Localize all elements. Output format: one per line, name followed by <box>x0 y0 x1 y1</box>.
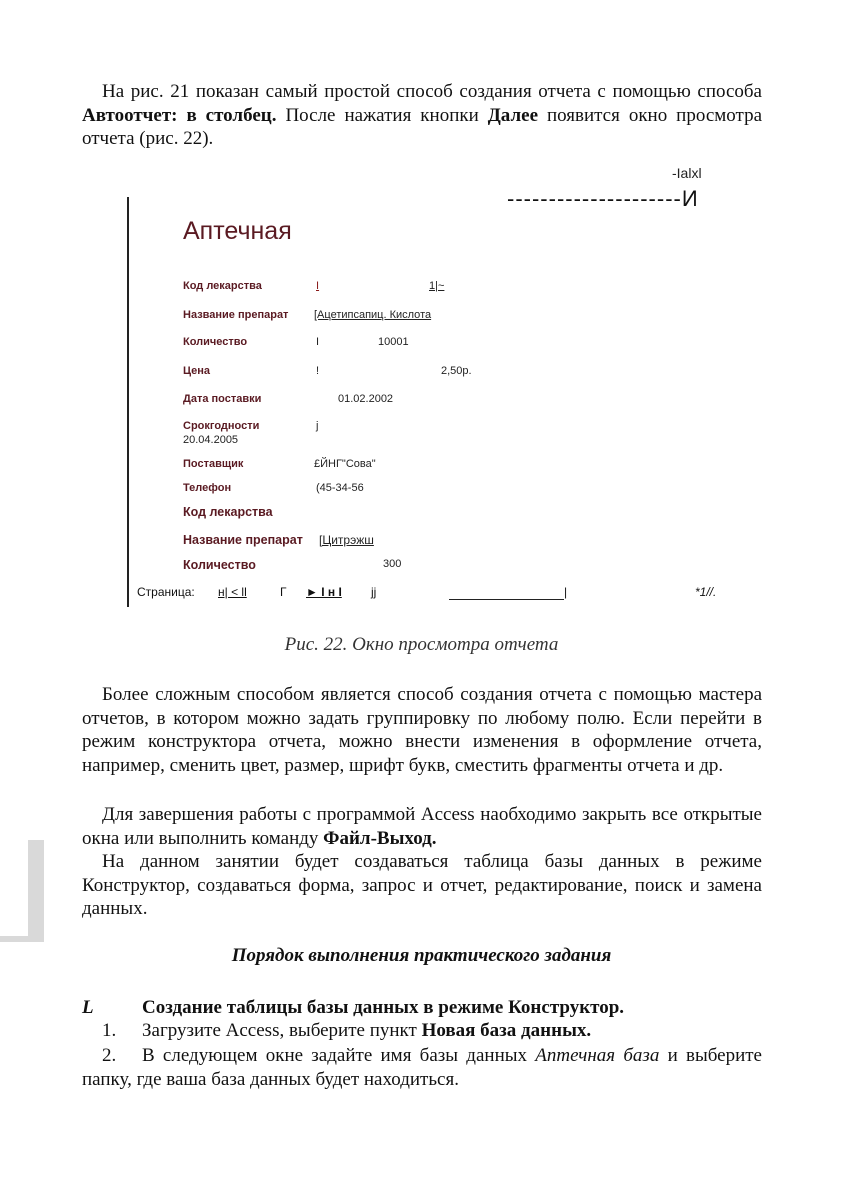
step-main <box>82 996 762 1020</box>
exit-command: Файл-Выход. <box>323 827 437 849</box>
window-title-dashes: ---------------------И <box>507 186 699 211</box>
pager-first-prev-buttons[interactable]: н| < ll <box>218 585 247 599</box>
field-label-price: Цена <box>183 365 211 377</box>
step-2-italic: Аптечная база <box>535 1045 660 1066</box>
window-control-buttons[interactable]: -Ialxl <box>672 165 702 181</box>
field-value-drug-name-2: [Цитрэжш <box>319 533 374 547</box>
field-label-quantity: Количество <box>183 336 248 348</box>
field-value-price: 2,50р. <box>441 365 472 377</box>
page-margin-bar-foot <box>0 936 44 942</box>
step-2-number: 2. <box>102 1045 117 1066</box>
zoom-indicator: *1//. <box>695 585 717 599</box>
field-label-drug-name-2: Название препарат <box>183 533 303 547</box>
field-label-delivery-date: Дата поставки <box>183 393 262 405</box>
field-value-delivery-date: 01.02.2002 <box>338 393 394 405</box>
field-label-drug-code-2: Код лекарства <box>183 505 273 519</box>
figure-left-border <box>127 197 129 607</box>
intro-bold-autoreport: Автоотчет: в столбец. <box>82 104 277 126</box>
field-value-expiry-mark: j <box>316 420 319 432</box>
intro-bold-next: Далее <box>487 104 538 126</box>
page-margin-bar <box>28 840 44 942</box>
paragraph-report-wizard: Более сложным способом является способ создания отчета с помощью мастера отчетов, в котором можно задать группировку по любому полю. Если перейти в режим конструктора отчета, можно внести изменения в оформление отчета, например, сменить цвет, размер, шрифт букв, сместить фрагменты отчета и др. <box>82 684 762 776</box>
step-1-bold: Новая база данных. <box>421 1020 592 1041</box>
field-value-phone: (45-34-56 <box>316 482 364 494</box>
field-value-quantity: 10001 <box>378 336 409 348</box>
pager-label: Страница: <box>137 585 195 599</box>
horizontal-scrollbar[interactable] <box>449 599 564 600</box>
figure-caption: Рис. 22. Окно просмотра отчета <box>284 634 559 655</box>
pager-next-last-buttons[interactable]: ► I н I <box>306 585 342 599</box>
pager-extra: jj <box>371 585 377 599</box>
field-label-quantity-2: Количество <box>183 558 256 572</box>
step-main-number: L <box>82 997 94 1018</box>
step-1 <box>82 1019 762 1043</box>
intro-paragraph <box>82 80 762 151</box>
paragraph-exit <box>82 803 762 850</box>
field-label-drug-name: Название препарат <box>183 309 289 321</box>
field-value-quantity-mark: I <box>316 336 320 348</box>
field-value-quantity-2: 300 <box>383 558 402 570</box>
section-title: Порядок выполнения практического задания <box>231 945 612 966</box>
report-title: Аптечная <box>183 217 292 245</box>
field-label-drug-code: Код лекарства <box>183 280 262 292</box>
field-label-phone: Телефон <box>183 482 232 494</box>
field-value-drug-name: [Ацетипсапиц. Кислота <box>314 309 432 321</box>
field-value-drug-code-2: 1|~ <box>429 280 445 292</box>
paragraph-lesson: На данном занятии будет создаваться таблица базы данных в режиме Конструктор, создаваться форма, запрос и отчет, редактирование, поиск и замена данных. <box>82 851 762 919</box>
field-label-supplier: Поставщик <box>183 458 244 470</box>
step-main-text: Создание таблицы базы данных в режиме Конструктор. <box>142 997 625 1018</box>
exit-text: Для завершения работы с программой Access наобходимо закрыть все открытые окна или выполнить команду <box>82 804 762 849</box>
step-2 <box>82 1044 762 1091</box>
step-1-text: Загрузите Access, выберите пункт <box>142 1020 422 1041</box>
field-value-expiry: 20.04.2005 <box>183 434 239 446</box>
field-value-supplier: £ЙНГ"Сова" <box>314 458 376 470</box>
field-value-price-mark: ! <box>316 365 320 377</box>
field-label-expiry: Срокгодности <box>183 420 260 432</box>
intro-text-1: На рис. 21 показан самый простой способ создания отчета с помощью способа <box>102 81 762 102</box>
intro-text-3: появится окно просмотра отчета (рис. 22). <box>82 104 762 149</box>
scrollbar-end: | <box>564 585 568 599</box>
pager-page-field[interactable]: Г <box>280 585 287 599</box>
step-1-number: 1. <box>102 1020 117 1041</box>
intro-text-2: После нажатия кнопки <box>276 104 488 126</box>
step-2-text-2: и выберите папку, где ваша база данных будет находиться. <box>82 1045 762 1090</box>
step-2-text-1: В следующем окне задайте имя базы данных <box>142 1045 536 1066</box>
field-value-drug-code: I <box>316 280 320 292</box>
